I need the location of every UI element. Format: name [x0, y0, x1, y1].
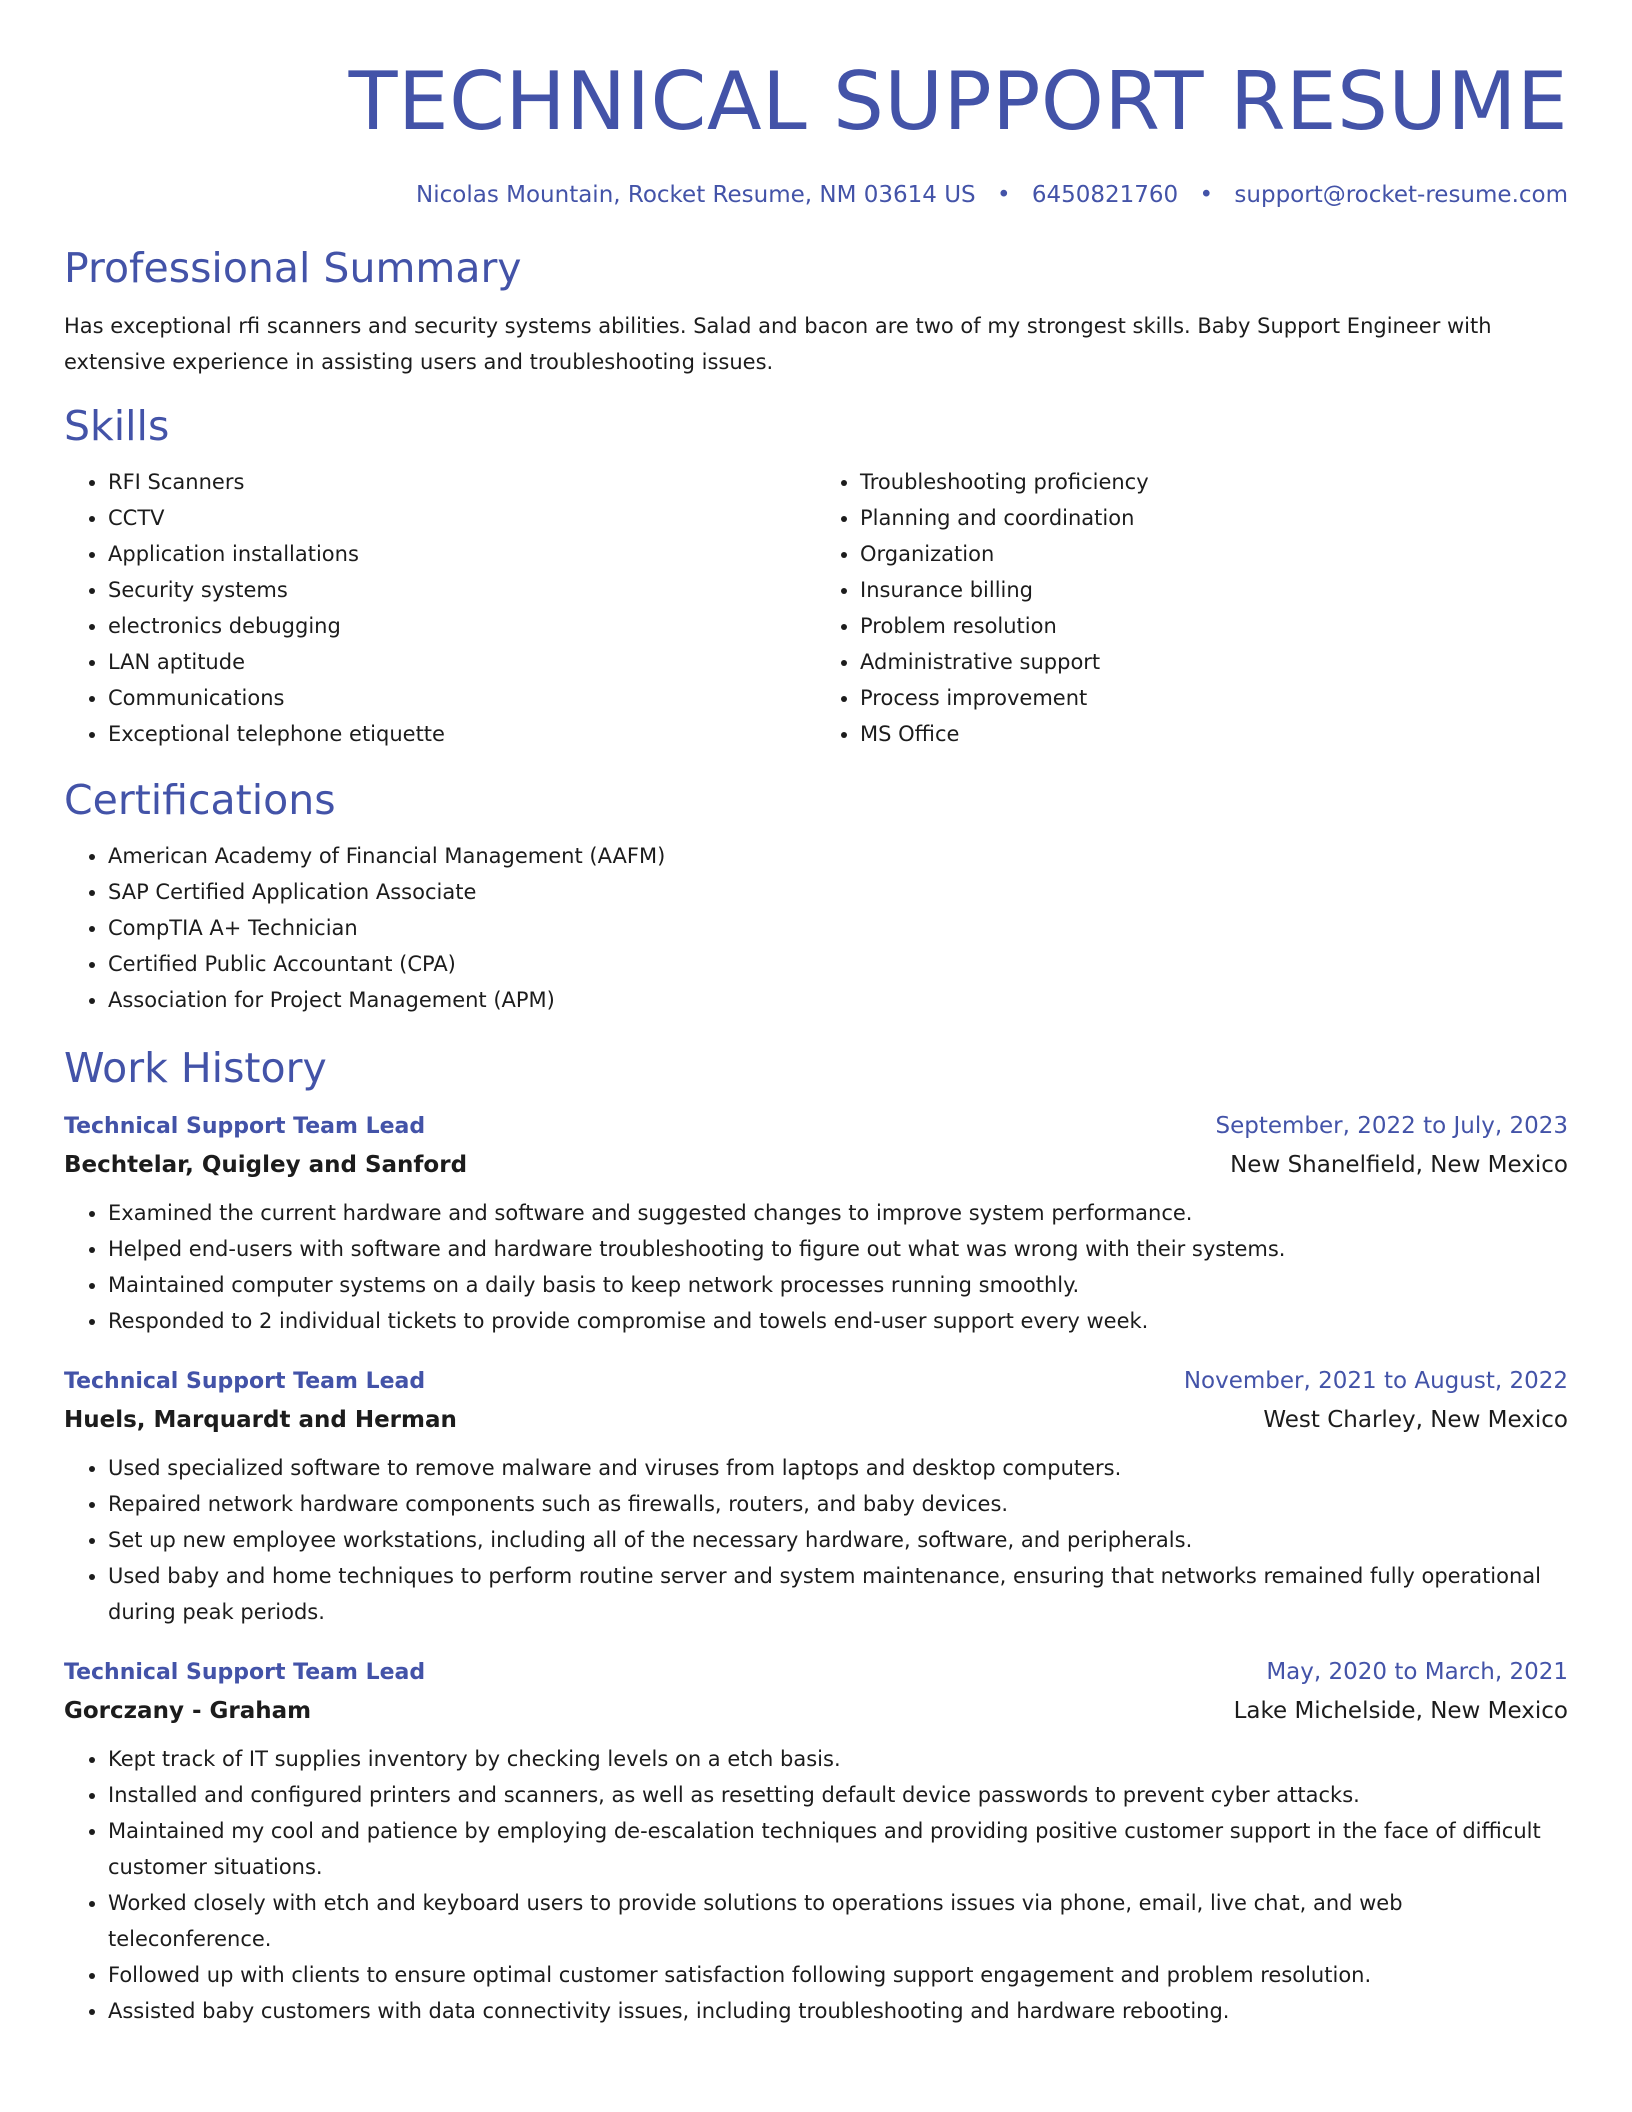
- skill-item: • Process improvement: [860, 680, 1568, 716]
- skill-item: • electronics debugging: [108, 608, 816, 644]
- job-dates: September, 2022 to July, 2023: [1215, 1113, 1568, 1139]
- certification-item: • American Academy of Financial Management (AAFM): [108, 838, 1568, 874]
- job-bullet: • Maintained my cool and patience by employing de-escalation techniques and providing positive customer support in the face of difficult customer situations.: [108, 1813, 1568, 1885]
- skill-item: • Communications: [108, 680, 816, 716]
- contact-separator: •: [1199, 182, 1214, 208]
- contact-line: [64, 180, 1568, 210]
- contact-separator: •: [996, 182, 1011, 208]
- job-entry: [64, 1654, 1568, 2029]
- summary-heading: Professional Summary: [64, 244, 522, 292]
- skill-item: • Administrative support: [860, 644, 1568, 680]
- job-bullet: • Set up new employee workstations, including all of the necessary hardware, software, and peripherals.: [108, 1522, 1568, 1558]
- summary-section: [64, 242, 1568, 380]
- job-bullet: • Helped end-users with software and hardware troubleshooting to figure out what was wrong with their systems.: [108, 1231, 1568, 1267]
- job-bullet: • Worked closely with etch and keyboard users to provide solutions to operations issues via phone, email, live chat, and web teleconference.: [108, 1885, 1568, 1957]
- job-company-row: [64, 1400, 1568, 1440]
- job-header-row: [64, 1363, 1568, 1400]
- job-company: Huels, Marquardt and Herman: [64, 1407, 457, 1433]
- job-bullet: • Responded to 2 individual tickets to provide compromise and towels end-user support every week.: [108, 1303, 1568, 1339]
- job-company-row: [64, 1145, 1568, 1185]
- job-location: Lake Michelside, New Mexico: [1233, 1698, 1568, 1724]
- job-bullet: • Kept track of IT supplies inventory by checking levels on a etch basis.: [108, 1741, 1568, 1777]
- job-dates: May, 2020 to March, 2021: [1266, 1659, 1568, 1685]
- certifications-section: [64, 774, 1568, 1018]
- job-entry: [64, 1108, 1568, 1339]
- skills-heading: Skills: [64, 402, 170, 450]
- job-company: Bechtelar, Quigley and Sanford: [64, 1152, 468, 1178]
- job-title: Technical Support Team Lead: [64, 1369, 426, 1394]
- skill-item: • Insurance billing: [860, 572, 1568, 608]
- certification-item: • Certified Public Accountant (CPA): [108, 946, 1568, 982]
- skill-item: • Exceptional telephone etiquette: [108, 716, 816, 752]
- job-bullet: • Maintained computer systems on a daily basis to keep network processes running smoothly.: [108, 1267, 1568, 1303]
- job-bullet: • Assisted baby customers with data connectivity issues, including troubleshooting and hardware rebooting.: [108, 1993, 1568, 2029]
- job-company-row: [64, 1691, 1568, 1731]
- job-bullet: • Used specialized software to remove malware and viruses from laptops and desktop computers.: [108, 1450, 1568, 1486]
- job-title: Technical Support Team Lead: [64, 1114, 426, 1139]
- skill-item: • CCTV: [108, 500, 816, 536]
- skills-list-left: [64, 464, 816, 752]
- job-bullets: [64, 1195, 1568, 1339]
- skill-item: • RFI Scanners: [108, 464, 816, 500]
- skill-item: • LAN aptitude: [108, 644, 816, 680]
- job-title: Technical Support Team Lead: [64, 1660, 426, 1685]
- contact-email: support@rocket-resume.com: [1234, 182, 1568, 208]
- certifications-list: [64, 838, 1568, 1018]
- skill-item: • Application installations: [108, 536, 816, 572]
- job-bullet: • Installed and configured printers and scanners, as well as resetting default device passwords to prevent cyber attacks.: [108, 1777, 1568, 1813]
- summary-text: Has exceptional rfi scanners and security systems abilities. Salad and bacon are two of my strongest skills. Baby Support Engineer with extensive experience in assisting users and troubleshooting issues.: [64, 314, 1492, 374]
- skills-list-right: [816, 464, 1568, 752]
- contact-address: Nicolas Mountain, Rocket Resume, NM 03614 US: [416, 182, 976, 208]
- resume-title: TECHNICAL SUPPORT RESUME: [348, 55, 1568, 148]
- job-location: West Charley, New Mexico: [1263, 1407, 1568, 1433]
- job-bullets: [64, 1741, 1568, 2029]
- job-bullet: • Followed up with clients to ensure optimal customer satisfaction following support engagement and problem resolution.: [108, 1957, 1568, 1993]
- certification-item: • Association for Project Management (APM): [108, 982, 1568, 1018]
- skills-columns: [64, 464, 1568, 752]
- job-header-row: [64, 1108, 1568, 1145]
- job-bullets: [64, 1450, 1568, 1630]
- certification-item: • CompTIA A+ Technician: [108, 910, 1568, 946]
- work-history-section: [64, 1042, 1568, 2029]
- skill-item: • MS Office: [860, 716, 1568, 752]
- skill-item: • Problem resolution: [860, 608, 1568, 644]
- skill-item: • Organization: [860, 536, 1568, 572]
- skill-item: • Security systems: [108, 572, 816, 608]
- job-bullet: • Repaired network hardware components such as firewalls, routers, and baby devices.: [108, 1486, 1568, 1522]
- job-header-row: [64, 1654, 1568, 1691]
- job-dates: November, 2021 to August, 2022: [1183, 1368, 1568, 1394]
- skills-section: [64, 400, 1568, 752]
- job-company: Gorczany - Graham: [64, 1698, 312, 1724]
- certification-item: • SAP Certified Application Associate: [108, 874, 1568, 910]
- work-history-heading: Work History: [64, 1044, 327, 1092]
- contact-phone: 6450821760: [1031, 182, 1179, 208]
- skill-item: • Troubleshooting proficiency: [860, 464, 1568, 500]
- job-bullet: • Examined the current hardware and software and suggested changes to improve system performance.: [108, 1195, 1568, 1231]
- job-entry: [64, 1363, 1568, 1630]
- certifications-heading: Certifications: [64, 776, 336, 824]
- job-location: New Shanelfield, New Mexico: [1230, 1152, 1568, 1178]
- job-bullet: • Used baby and home techniques to perform routine server and system maintenance, ensuring that networks remained fully operational during peak periods.: [108, 1558, 1568, 1630]
- skill-item: • Planning and coordination: [860, 500, 1568, 536]
